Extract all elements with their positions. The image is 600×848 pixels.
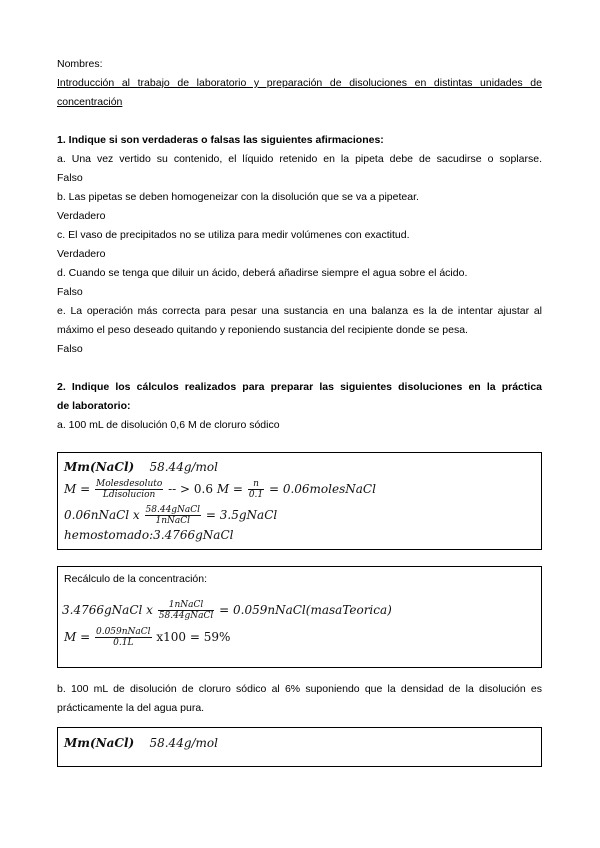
moles-denominator: 0.1	[248, 490, 264, 500]
molarity-numerator: Molesdesoluto	[95, 479, 163, 489]
document-title-line-2: concentración	[57, 96, 123, 108]
molar-mass-label: Mm(NaCl)	[64, 460, 135, 474]
answer-b: Verdadero	[57, 210, 106, 222]
mass-numerator: 58.44gNaCl	[145, 505, 201, 515]
part-b-statement-line-2: prácticamente la del agua pura.	[57, 702, 205, 714]
recalc-moles-line	[62, 600, 392, 621]
section-2-heading-line-1: 2. Indique los cálculos realizados para preparar las siguientes disoluciones en la práctica	[57, 381, 542, 393]
statement-e-line-2: máximo el peso deseado quitando y reponiendo sustancia del recipiente donde se pesa.	[57, 324, 468, 336]
recalculation-label: Recálculo de la concentración:	[64, 573, 208, 585]
answer-a: Falso	[57, 172, 83, 184]
calculation-box-2	[57, 566, 542, 668]
molarity-symbol-2: M =	[216, 482, 243, 496]
recalc-numerator: 1nNaCl	[158, 600, 215, 611]
mass-result: = 3.5gNaCl	[205, 508, 278, 522]
moles-fraction	[248, 479, 264, 500]
answer-d: Falso	[57, 286, 83, 298]
molar-mass-value: 58.44g/mol	[149, 460, 218, 474]
recalc-moles-result: = 0.059nNaCl(masaTeorica)	[219, 603, 392, 617]
molarity-fraction	[95, 479, 163, 500]
molarity-formula-line	[64, 479, 376, 500]
part-b-statement-line-1: b. 100 mL de disolución de cloruro sódico al 6% suponiendo que la densidad de la disolución es	[57, 683, 542, 695]
mass-denominator: 1nNaCl	[155, 516, 191, 526]
moles-numerator: n	[248, 479, 264, 490]
calculation-box-1	[57, 452, 542, 550]
statement-a: a. Una vez vertido su contenido, el líquido retenido en la pipeta debe de sacudirse o soplarse.	[57, 153, 542, 165]
molar-mass-value-b: 58.44g/mol	[149, 736, 218, 750]
answer-e: Falso	[57, 343, 83, 355]
recalc-fraction	[158, 600, 215, 621]
molarity-denominator: Ldisolucion	[102, 490, 156, 500]
recalc-molarity-line	[64, 627, 230, 648]
statement-e-line-1: e. La operación más correcta para pesar una sustancia en una balanza es la de intentar ajustar al	[57, 305, 542, 317]
calculation-box-3	[57, 727, 542, 767]
mass-fraction	[145, 505, 202, 526]
section-1-heading: 1. Indique si son verdaderas o falsas las siguientes afirmaciones:	[57, 134, 384, 146]
recalc-molarity-symbol: M =	[64, 630, 91, 644]
moles-result: = 0.06molesNaCl	[268, 482, 376, 496]
molarity-arrow: -- > 0.6	[168, 482, 213, 496]
recalc-molarity-fraction	[95, 627, 152, 648]
recalc-molarity-denominator: 0.1L	[113, 638, 134, 648]
recalc-percentage: x100 = 59%	[156, 630, 231, 644]
names-label: Nombres:	[57, 58, 103, 70]
statement-b: b. Las pipetas se deben homogeneizar con la disolución que se va a pipetear.	[57, 191, 419, 203]
recalc-denominator: 58.44gNaCl	[158, 611, 214, 621]
molar-mass-line	[64, 459, 218, 475]
recalc-molarity-numerator: 0.059nNaCl	[95, 627, 151, 637]
mass-conversion-line	[64, 505, 277, 526]
molar-mass-label-b: Mm(NaCl)	[64, 736, 135, 750]
document-title-line-1: Introducción al trabajo de laboratorio y preparación de disoluciones en distintas unidades de	[57, 77, 542, 89]
statement-c: c. El vaso de precipitados no se utiliza para medir volúmenes con exactitud.	[57, 229, 410, 241]
mass-conversion-start: 0.06nNaCl x	[64, 508, 140, 522]
statement-d: d. Cuando se tenga que diluir un ácido, deberá añadirse siempre el agua sobre el ácido.	[57, 267, 468, 279]
molarity-symbol: M =	[64, 482, 91, 496]
molar-mass-line-b	[64, 735, 218, 751]
mass-taken-line: hemostomado:3.4766gNaCl	[64, 528, 234, 542]
part-a-statement: a. 100 mL de disolución 0,6 M de cloruro sódico	[57, 419, 280, 431]
answer-c: Verdadero	[57, 248, 106, 260]
section-2-heading-line-2: de laboratorio:	[57, 400, 131, 412]
recalc-mass: 3.4766gNaCl x	[62, 603, 153, 617]
